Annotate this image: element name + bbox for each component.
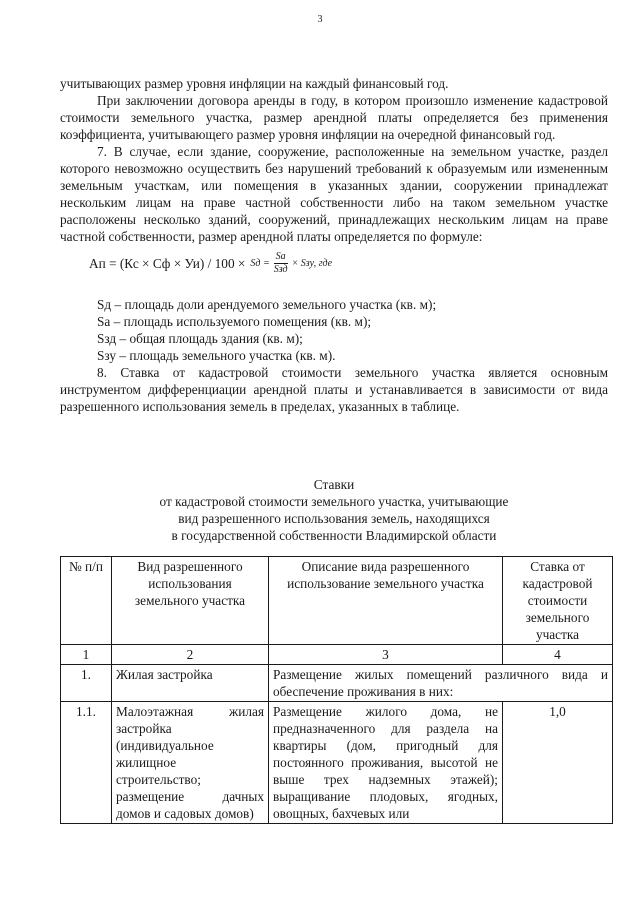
rates-table <box>60 556 613 824</box>
formula-denominator: Sзд <box>273 264 288 275</box>
row-description: Размещение жилого дома, не предназначенного для раздела на квартиры (дом, пригодный для постоянного проживания, высотой не выше трех надземных этажей); выращивание плодовых, ягодных, овощных, бахчевых или <box>269 702 503 824</box>
page-number: 3 <box>317 14 323 25</box>
table-row <box>61 702 613 824</box>
paragraph-8: 8. Ставка от кадастровой стоимости земельного участка является основным инструментом дифференциации арендной платы и устанавливается в зависимости от вида разрешенного использования земель в пределах, указанных в таблице. <box>60 365 608 414</box>
row-number: 1. <box>61 665 112 702</box>
header-use-type: Вид разрешенного использования земельного участка <box>112 557 269 645</box>
rent-formula <box>89 251 608 276</box>
definition-share-area: Sд – площадь доли арендуемого земельного участка (кв. м); <box>97 297 437 312</box>
column-number: 4 <box>503 645 613 665</box>
table-header-row <box>61 557 613 645</box>
table-title-line: от кадастровой стоимости земельного участка, учитывающие <box>159 494 509 509</box>
row-rate: 1,0 <box>503 702 613 824</box>
column-number: 1 <box>61 645 112 665</box>
header-description: Описание вида разрешенного использование земельного участка <box>269 557 503 645</box>
formula-numerator: Sа <box>275 251 286 262</box>
column-number: 3 <box>269 645 503 665</box>
table-title-line: в государственной собственности Владимирской области <box>171 528 497 543</box>
row-description: Размещение жилых помещений различного вида и обеспечение проживания в них: <box>269 665 613 702</box>
table-row <box>61 665 613 702</box>
column-number: 2 <box>112 645 269 665</box>
row-use-type: Жилая застройка <box>112 665 269 702</box>
table-column-numbers-row <box>61 645 613 665</box>
formula-main: Ап = (Кс × Сф × Уи) / 100 × <box>89 256 246 271</box>
formula-fraction <box>272 251 290 276</box>
formula-tail: × Sзу, где <box>291 258 333 269</box>
paragraph-contract: При заключении договора аренды в году, в котором произошло изменение кадастровой стоимости земельного участка, размер арендной платы определяется без применения коэффициента, учитывающего размер уровня инфляции на очередной финансовый год. <box>60 93 608 142</box>
body-text <box>60 75 608 415</box>
paragraph-continuation: учитывающих размер уровня инфляции на каждый финансовый год. <box>60 76 449 91</box>
table-title-line: вид разрешенного использования земель, находящихся <box>178 511 490 526</box>
row-use-type: Малоэтажная жилая застройка (индивидуальное жилищное строительство; размещение дачных домов и садовых домов) <box>112 702 269 824</box>
definition-building-area: Sзд – общая площадь здания (кв. м); <box>97 331 303 346</box>
header-rate: Ставка от кадастровой стоимости земельного участка <box>503 557 613 645</box>
table-title <box>60 476 608 544</box>
paragraph-7: 7. В случае, если здание, сооружение, расположенные на земельном участке, раздел которого невозможно осуществить без нарушений требований к образуемым или измененным земельным участкам, или помещения в указанных здании, сооружении принадлежат нескольким лицам на праве частной собственности либо на таком земельном участке расположены несколько зданий, сооружений, принадлежащих нескольким лицам на праве частной собственности, размер арендной платы определяется по формуле: <box>60 144 608 244</box>
table-title-line: Ставки <box>313 477 355 492</box>
row-number: 1.1. <box>61 702 112 824</box>
definition-land-area: Sзу – площадь земельного участка (кв. м). <box>97 348 336 363</box>
share-area-formula <box>250 251 332 276</box>
formula-lhs: Sд = <box>250 258 270 269</box>
header-number: № п/п <box>61 557 112 645</box>
definition-premises-area: Sа – площадь используемого помещения (кв. м); <box>97 314 372 329</box>
